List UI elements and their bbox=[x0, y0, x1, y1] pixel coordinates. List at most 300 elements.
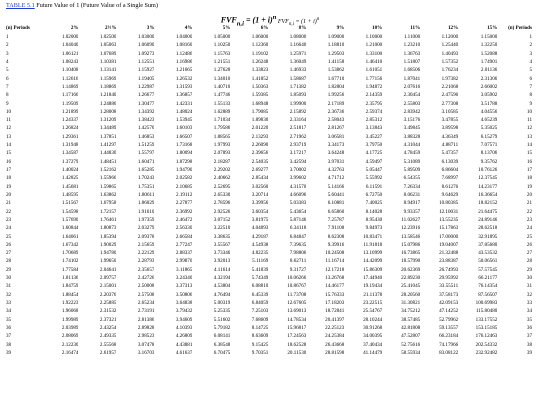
period-cell: 19 bbox=[526, 183, 532, 190]
value-cell: 2.81386 bbox=[137, 316, 155, 323]
table-row bbox=[6, 166, 532, 174]
value-cell: 1.77156 bbox=[365, 75, 383, 82]
value-cell: 9.93357 bbox=[403, 208, 421, 215]
period-cell: 26 bbox=[6, 241, 12, 248]
value-cell: 2.92526 bbox=[213, 208, 231, 215]
value-cell: 13.10999 bbox=[363, 250, 383, 257]
value-cell: 1.41158 bbox=[327, 58, 345, 65]
period-cell: 29 bbox=[526, 266, 532, 273]
table-row bbox=[6, 233, 532, 241]
table-row bbox=[6, 199, 532, 207]
value-cell: 5.31089 bbox=[403, 158, 421, 165]
value-cell: 15.76333 bbox=[325, 291, 345, 298]
column-header: (n) Periods bbox=[508, 25, 532, 31]
value-cell: 10.86767 bbox=[287, 283, 307, 290]
value-cell: 6.86604 bbox=[441, 167, 459, 173]
value-cell: 1.31948 bbox=[61, 142, 79, 149]
value-cell: 3.81975 bbox=[251, 216, 269, 223]
value-cell: 3.02560 bbox=[251, 183, 269, 190]
value-cell: 4.54938 bbox=[251, 241, 269, 248]
value-cell: 3.07478 bbox=[137, 341, 155, 348]
value-cell: 1.24337 bbox=[61, 117, 79, 124]
value-cell: 5.43654 bbox=[289, 208, 307, 215]
value-cell: 3.39956 bbox=[251, 200, 269, 207]
value-cell: 7.26334 bbox=[403, 183, 421, 190]
period-cell: 8 bbox=[6, 92, 9, 99]
value-cell: 3.97031 bbox=[327, 158, 345, 165]
value-cell: 2.52695 bbox=[213, 183, 231, 190]
value-cell: 1.60103 bbox=[175, 125, 193, 132]
value-cell: 20.11530 bbox=[287, 349, 307, 356]
value-cell: 42.09153 bbox=[439, 300, 459, 306]
value-cell: 1.96068 bbox=[61, 308, 79, 315]
value-cell: 1.86029 bbox=[137, 200, 155, 207]
value-cell: 8.95430 bbox=[365, 216, 383, 223]
table-row bbox=[6, 307, 532, 315]
value-cell: 1.34587 bbox=[61, 150, 79, 157]
table-row bbox=[6, 266, 532, 274]
value-cell: 1.41297 bbox=[99, 142, 117, 149]
value-cell: 1.09273 bbox=[137, 50, 155, 57]
value-cell: 100.69983 bbox=[475, 300, 498, 306]
value-cell: 11.02627 bbox=[401, 216, 421, 223]
period-cell: 22 bbox=[526, 208, 532, 215]
period-cell: 34 bbox=[6, 308, 12, 315]
value-cell: 57.57545 bbox=[478, 266, 498, 273]
value-cell: 1.82804 bbox=[327, 83, 345, 90]
table-row bbox=[6, 183, 532, 191]
value-cell: 1.66507 bbox=[175, 133, 193, 140]
value-cell: 1.84759 bbox=[61, 283, 79, 290]
value-cell: 12.10031 bbox=[439, 208, 459, 215]
value-cell: 1.33100 bbox=[365, 50, 383, 57]
value-cell: 4.76494 bbox=[213, 291, 231, 298]
value-cell: 3.13843 bbox=[365, 125, 383, 132]
value-cell: 6.84059 bbox=[251, 300, 269, 306]
period-cell: 39 bbox=[6, 349, 12, 356]
value-cell: 15.86309 bbox=[363, 266, 383, 273]
value-cell: 26.74993 bbox=[439, 266, 459, 273]
value-cell: 2.35795 bbox=[365, 100, 383, 107]
formula-sub: n,i bbox=[236, 20, 244, 28]
period-cell: 36 bbox=[6, 324, 12, 331]
table-row bbox=[6, 216, 532, 224]
value-cell: 1.48595 bbox=[61, 191, 79, 198]
value-cell: 1.58687 bbox=[289, 75, 307, 82]
period-cell: 12 bbox=[526, 125, 532, 132]
value-cell: 3.11865 bbox=[176, 266, 193, 273]
value-cell: 28.20560 bbox=[401, 291, 421, 298]
value-cell: 15.07986 bbox=[401, 241, 421, 248]
value-cell: 1.57352 bbox=[441, 58, 459, 65]
table-caption-text: Future Value of 1 (Future Value of a Single Sum) bbox=[34, 2, 158, 9]
value-cell: 2.49335 bbox=[99, 333, 117, 340]
value-cell: 3.94609 bbox=[175, 316, 193, 323]
value-cell: 1.21551 bbox=[213, 58, 231, 65]
value-cell: 1.68948 bbox=[251, 100, 269, 107]
value-cell: 8.63609 bbox=[251, 333, 269, 340]
value-cell: 2.36992 bbox=[175, 208, 193, 215]
period-cell: 31 bbox=[6, 283, 12, 290]
value-cell: 2.36736 bbox=[327, 108, 345, 115]
value-cell: 1.10381 bbox=[99, 58, 117, 65]
column-header: 2% bbox=[70, 25, 79, 31]
table-row bbox=[6, 91, 532, 99]
value-cell: 1.21665 bbox=[175, 67, 193, 74]
value-cell: 3.51788 bbox=[480, 100, 498, 107]
period-cell: 2 bbox=[529, 42, 532, 49]
period-cell: 7 bbox=[6, 83, 9, 90]
value-cell: 19.04007 bbox=[439, 241, 459, 248]
value-cell: 17.24563 bbox=[287, 333, 307, 340]
value-cell: 1.08160 bbox=[175, 42, 193, 49]
period-cell: 21 bbox=[6, 200, 12, 207]
table-header-row bbox=[6, 24, 532, 33]
period-cell: 19 bbox=[6, 183, 12, 190]
value-cell: 4.32763 bbox=[327, 167, 345, 173]
value-cell: 9.70351 bbox=[251, 349, 269, 356]
table-caption bbox=[6, 2, 158, 10]
value-cell: 6.15279 bbox=[480, 133, 498, 140]
value-cell: 2.55803 bbox=[403, 100, 421, 107]
value-cell: 52.75616 bbox=[401, 341, 421, 348]
table-row bbox=[6, 324, 532, 332]
value-cell: 2.35657 bbox=[137, 266, 155, 273]
value-cell: 2.55568 bbox=[99, 341, 117, 348]
table-row bbox=[6, 241, 532, 249]
period-cell: 10 bbox=[6, 108, 12, 115]
value-cell: 1.26248 bbox=[251, 58, 269, 65]
value-cell: 87.56507 bbox=[478, 291, 498, 298]
value-cell: 76.14354 bbox=[478, 283, 498, 290]
value-cell: 1.67342 bbox=[61, 241, 79, 248]
value-cell: 3.06581 bbox=[327, 133, 345, 140]
value-cell: 8.94917 bbox=[403, 200, 421, 207]
value-cell: 3.50806 bbox=[175, 291, 193, 298]
value-cell: 6.38548 bbox=[213, 341, 231, 348]
value-cell: 2.88337 bbox=[175, 250, 193, 257]
value-cell: 2.07616 bbox=[403, 83, 421, 90]
value-cell: 7.68609 bbox=[251, 316, 269, 323]
value-cell: 1.25971 bbox=[289, 50, 307, 57]
value-cell: 1.38423 bbox=[137, 117, 155, 124]
value-cell: 7.39635 bbox=[289, 241, 307, 248]
value-cell: 3.64838 bbox=[175, 300, 193, 306]
value-cell: 1.28008 bbox=[99, 108, 117, 115]
value-cell: 1.06090 bbox=[137, 42, 155, 49]
value-cell: 1.76234 bbox=[441, 67, 459, 74]
period-cell: 28 bbox=[6, 258, 12, 265]
value-cell: 1.40024 bbox=[61, 167, 79, 173]
value-cell: 47.14252 bbox=[439, 308, 459, 315]
value-cell: 2.26090 bbox=[251, 142, 269, 149]
value-cell: 1.94780 bbox=[99, 250, 117, 257]
table-label-link[interactable]: TABLE 5.1 bbox=[6, 2, 35, 9]
value-cell: 2.66584 bbox=[175, 233, 193, 240]
period-cell: 13 bbox=[6, 133, 12, 140]
value-cell: 32.91895 bbox=[478, 233, 498, 240]
value-cell: 232.92482 bbox=[475, 349, 498, 356]
value-cell: 6.11591 bbox=[365, 183, 383, 190]
period-cell: 17 bbox=[526, 167, 532, 173]
value-cell: 2.47596 bbox=[441, 92, 459, 99]
value-cell: 1.57690 bbox=[61, 216, 79, 223]
value-cell: 10.76126 bbox=[478, 167, 498, 173]
value-cell: 1.26824 bbox=[61, 125, 79, 132]
value-cell: 13.26768 bbox=[325, 275, 345, 282]
value-cell: 8.13706 bbox=[480, 150, 498, 157]
value-cell: 2.03279 bbox=[137, 225, 155, 232]
value-cell: 115.80480 bbox=[475, 308, 498, 315]
period-cell: 33 bbox=[526, 300, 532, 306]
value-cell: 1.19102 bbox=[251, 50, 269, 57]
value-cell: 2.01136 bbox=[480, 67, 498, 74]
value-cell: 3.60354 bbox=[251, 208, 269, 215]
table-row bbox=[6, 50, 532, 58]
value-cell: 1.16640 bbox=[289, 42, 307, 49]
value-cell: 2.71962 bbox=[289, 133, 307, 140]
value-cell: 3.79750 bbox=[365, 142, 383, 149]
value-cell: 10.83471 bbox=[363, 233, 383, 240]
value-cell: 43.53532 bbox=[478, 250, 498, 257]
value-cell: 4.31570 bbox=[289, 183, 307, 190]
value-cell: 1.04040 bbox=[61, 42, 79, 49]
period-cell: 2 bbox=[6, 42, 9, 49]
value-cell: 1.24886 bbox=[99, 100, 117, 107]
value-cell: 1.06000 bbox=[251, 34, 269, 40]
value-cell: 4.36349 bbox=[441, 133, 459, 140]
value-cell: 15.96817 bbox=[287, 324, 307, 331]
value-cell: 1.33823 bbox=[251, 67, 269, 74]
value-cell: 13.58546 bbox=[401, 233, 421, 240]
value-cell: 1.40493 bbox=[441, 50, 459, 57]
value-cell: 4.43881 bbox=[175, 341, 193, 348]
value-cell: 2.66002 bbox=[480, 83, 498, 90]
value-cell: 1.21000 bbox=[365, 42, 383, 49]
value-cell: 1.02500 bbox=[99, 34, 117, 40]
value-cell: 1.76461 bbox=[99, 216, 117, 223]
column-header: 9% bbox=[336, 25, 345, 31]
value-cell: 2.54035 bbox=[251, 158, 269, 165]
value-cell: 1.79085 bbox=[251, 108, 269, 115]
value-cell: 1.34489 bbox=[99, 125, 117, 132]
value-cell: 6.84847 bbox=[289, 233, 307, 240]
period-cell: 1 bbox=[529, 34, 532, 40]
period-cell: 5 bbox=[6, 67, 9, 74]
value-cell: 6.54355 bbox=[403, 175, 421, 182]
value-cell: 25.54767 bbox=[363, 308, 383, 315]
period-cell: 13 bbox=[526, 133, 532, 140]
period-cell: 6 bbox=[6, 75, 9, 82]
value-cell: 1.74901 bbox=[480, 58, 498, 65]
value-cell: 1.59385 bbox=[251, 92, 269, 99]
value-cell: 2.15659 bbox=[137, 241, 155, 248]
value-cell: 14.42099 bbox=[363, 258, 383, 265]
value-cell: 1.12360 bbox=[251, 42, 269, 49]
value-cell: 2.08069 bbox=[61, 333, 79, 340]
value-cell: 1.18869 bbox=[99, 83, 117, 90]
period-cell: 3 bbox=[529, 50, 532, 57]
table-row bbox=[6, 291, 532, 299]
value-cell: 9.15425 bbox=[251, 341, 269, 348]
value-cell: 1.26532 bbox=[175, 75, 193, 82]
value-cell: 34.75212 bbox=[401, 308, 421, 315]
value-cell: 1.34010 bbox=[213, 75, 231, 82]
value-cell: 1.06121 bbox=[61, 50, 79, 57]
value-cell: 7.40025 bbox=[365, 200, 383, 207]
value-cell: 12.37545 bbox=[478, 175, 498, 182]
period-cell: 16 bbox=[6, 158, 12, 165]
period-cell: 17 bbox=[6, 167, 12, 173]
value-cell: 1.51259 bbox=[137, 142, 155, 149]
period-cell: 9 bbox=[529, 100, 532, 107]
value-cell: 2.37321 bbox=[99, 316, 117, 323]
table-row bbox=[6, 75, 532, 83]
value-cell: 1.26677 bbox=[137, 92, 155, 99]
value-cell: 4.29187 bbox=[251, 233, 269, 240]
column-header: 5% bbox=[222, 25, 231, 31]
period-cell: 26 bbox=[526, 241, 532, 248]
value-cell: 5.47357 bbox=[441, 150, 459, 157]
value-cell: 3.99602 bbox=[289, 175, 307, 182]
value-cell: 1.92223 bbox=[61, 300, 79, 306]
column-header: 3% bbox=[146, 25, 155, 31]
value-cell: 1.99989 bbox=[61, 316, 79, 323]
column-header: 11% bbox=[410, 25, 421, 31]
value-cell: 5.89509 bbox=[403, 167, 421, 173]
value-cell: 2.77247 bbox=[175, 241, 193, 248]
table-row bbox=[6, 316, 532, 324]
table-row bbox=[6, 208, 532, 216]
table-row bbox=[6, 124, 532, 132]
value-cell: 1.22987 bbox=[137, 83, 155, 90]
value-cell: 1.31593 bbox=[175, 83, 193, 90]
value-cell: 1.13141 bbox=[99, 67, 117, 74]
table-row bbox=[6, 257, 532, 265]
value-cell: 1.55797 bbox=[137, 150, 155, 157]
value-cell: 37.40434 bbox=[363, 341, 383, 348]
period-cell: 21 bbox=[526, 200, 532, 207]
value-cell: 12.23916 bbox=[401, 225, 421, 232]
value-cell: 13.69013 bbox=[287, 308, 307, 315]
value-cell: 6.65860 bbox=[327, 208, 345, 215]
value-cell: 2.03989 bbox=[61, 324, 79, 331]
value-cell: 1.21899 bbox=[61, 108, 79, 115]
value-cell: 9.84973 bbox=[365, 225, 383, 232]
value-cell: 4.53804 bbox=[213, 283, 231, 290]
value-cell: 1.73168 bbox=[175, 142, 193, 149]
period-cell: 5 bbox=[529, 67, 532, 74]
table-row bbox=[6, 33, 532, 41]
value-cell: 2.69277 bbox=[251, 167, 269, 173]
period-cell: 18 bbox=[526, 175, 532, 182]
period-cell: 38 bbox=[526, 341, 532, 348]
value-cell: 33.55511 bbox=[439, 283, 459, 290]
value-cell: 29.95992 bbox=[439, 275, 459, 282]
value-cell: 2.15001 bbox=[99, 283, 117, 290]
period-cell: 35 bbox=[6, 316, 12, 323]
value-cell: 1.50363 bbox=[251, 83, 269, 90]
value-cell: 1.53945 bbox=[175, 117, 193, 124]
period-cell: 9 bbox=[6, 100, 9, 107]
value-cell: 1.18810 bbox=[327, 42, 345, 49]
value-cell: 1.88454 bbox=[61, 291, 79, 298]
value-cell: 3.55567 bbox=[213, 241, 231, 248]
value-cell: 4.32194 bbox=[213, 275, 231, 282]
value-cell: 11.91818 bbox=[363, 241, 383, 248]
value-cell: 3.47855 bbox=[441, 117, 459, 124]
table-row bbox=[6, 249, 532, 257]
value-cell: 1.90029 bbox=[99, 241, 117, 248]
value-cell: 17.18203 bbox=[325, 300, 345, 306]
value-cell: 1.59865 bbox=[99, 183, 117, 190]
value-cell: 5.00319 bbox=[213, 300, 231, 306]
value-cell: 1.70243 bbox=[137, 175, 155, 182]
value-cell: 2.09757 bbox=[99, 275, 117, 282]
value-cell: 1.53862 bbox=[327, 67, 345, 74]
value-cell: 2.01220 bbox=[251, 125, 269, 132]
period-cell: 14 bbox=[526, 142, 532, 149]
value-cell: 1.31209 bbox=[99, 117, 117, 124]
value-cell: 5.25335 bbox=[213, 308, 231, 315]
value-cell: 1.05063 bbox=[99, 42, 117, 49]
value-cell: 1.12551 bbox=[137, 58, 155, 65]
value-cell: 1.30477 bbox=[137, 100, 155, 107]
value-cell: 2.65330 bbox=[213, 191, 231, 198]
value-cell: 17.44940 bbox=[363, 275, 383, 282]
formula-alt-exp: n bbox=[316, 16, 320, 22]
value-cell: 1.89830 bbox=[251, 117, 269, 124]
value-cell: 20.41397 bbox=[325, 316, 345, 323]
value-cell: 1.72157 bbox=[99, 208, 117, 215]
value-cell: 1.54598 bbox=[61, 208, 79, 215]
column-header: 12% bbox=[447, 25, 459, 31]
value-cell: 37.85680 bbox=[478, 241, 498, 248]
value-cell: 2.33164 bbox=[289, 117, 307, 124]
value-cell: 8.14028 bbox=[365, 208, 383, 215]
value-cell: 2.16474 bbox=[61, 349, 79, 356]
value-cell: 10.80385 bbox=[439, 200, 459, 207]
value-cell: 2.39656 bbox=[251, 150, 269, 157]
value-cell: 1.63862 bbox=[99, 191, 117, 198]
value-cell: 8.06231 bbox=[403, 191, 421, 198]
table-body bbox=[6, 33, 532, 357]
value-cell: 1.52162 bbox=[99, 167, 117, 173]
value-cell: 2.10685 bbox=[175, 183, 193, 190]
period-cell: 25 bbox=[6, 233, 12, 240]
value-cell: 10.24508 bbox=[325, 250, 345, 257]
period-cell: 20 bbox=[6, 191, 12, 198]
value-cell: 14.23177 bbox=[478, 183, 498, 190]
value-cell: 18.62528 bbox=[287, 341, 307, 348]
value-cell: 1.97993 bbox=[213, 142, 231, 149]
value-cell: 1.27628 bbox=[213, 67, 231, 74]
value-cell: 2.17189 bbox=[327, 100, 345, 107]
value-cell: 3.73346 bbox=[213, 250, 231, 257]
value-cell: 3.15176 bbox=[403, 117, 421, 124]
period-cell: 20 bbox=[526, 191, 532, 198]
value-cell: 4.04556 bbox=[480, 108, 498, 115]
value-cell: 2.19112 bbox=[176, 191, 193, 198]
value-cell: 3.70002 bbox=[289, 167, 307, 173]
value-cell: 14.78534 bbox=[287, 316, 307, 323]
value-cell: 2.51817 bbox=[289, 125, 307, 132]
value-cell: 1.32250 bbox=[480, 42, 498, 49]
value-cell: 4.61637 bbox=[175, 349, 193, 356]
period-cell: 38 bbox=[6, 341, 12, 348]
value-cell: 8.62308 bbox=[327, 233, 345, 240]
value-cell: 2.30454 bbox=[403, 92, 421, 99]
